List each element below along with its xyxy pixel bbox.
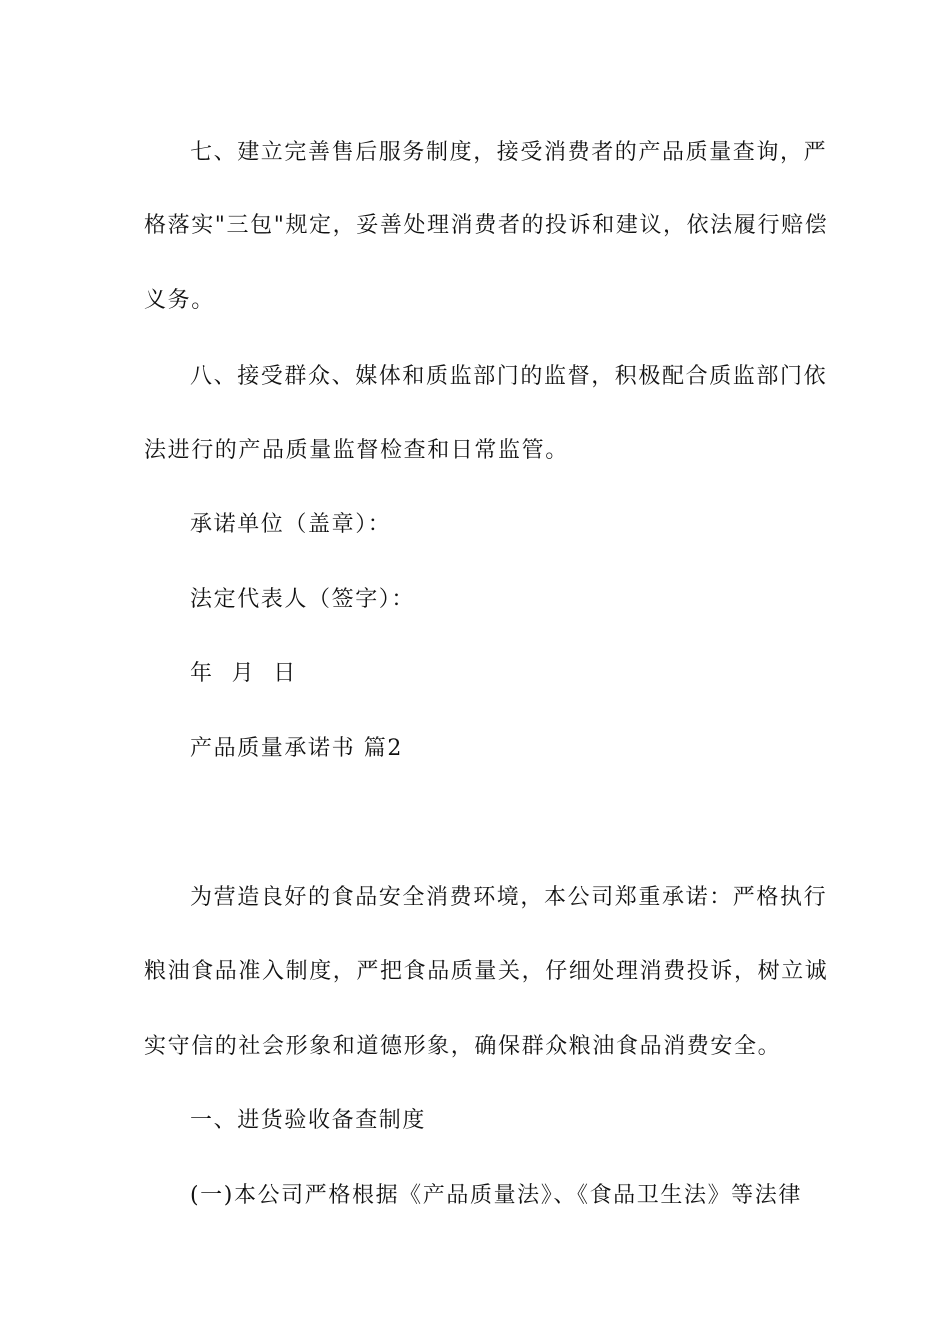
date-month: 月 bbox=[231, 661, 256, 686]
intro-line3: 实守信的社会形象和道德形象，确保群众粮油食品消费安全。 bbox=[144, 1034, 782, 1059]
signature-date bbox=[0, 660, 950, 688]
date-day: 日 bbox=[273, 661, 297, 686]
date-year: 年 bbox=[190, 661, 214, 686]
para7-line2: 格落实"三包"规定，妥善处理消费者的投诉和建议，依法履行赔偿 bbox=[144, 213, 829, 238]
signature-representative: 法定代表人（签字）： bbox=[190, 587, 416, 612]
item1-line1: (一)本公司严格根据《产品质量法》、《食品卫生法》等法律 bbox=[190, 1183, 802, 1208]
para7-line1: 七、建立完善售后服务制度，接受消费者的产品质量查询，严 bbox=[190, 140, 828, 165]
signature-unit: 承诺单位（盖章）： bbox=[190, 512, 392, 537]
para7-line3: 义务。 bbox=[144, 288, 215, 313]
intro-line1: 为营造良好的食品安全消费环境，本公司郑重承诺：严格执行 bbox=[190, 885, 828, 910]
para8-line2: 法进行的产品质量监督检查和日常监管。 bbox=[144, 438, 569, 463]
heading-1: 一、进货验收备查制度 bbox=[190, 1108, 427, 1133]
para8-line1: 八、接受群众、媒体和质监部门的监督，积极配合质监部门依 bbox=[190, 364, 828, 389]
intro-line2: 粮油食品准入制度，严把食品质量关，仔细处理消费投诉，树立诚 bbox=[144, 959, 829, 984]
section2-title: 产品质量承诺书 篇2 bbox=[190, 736, 403, 761]
